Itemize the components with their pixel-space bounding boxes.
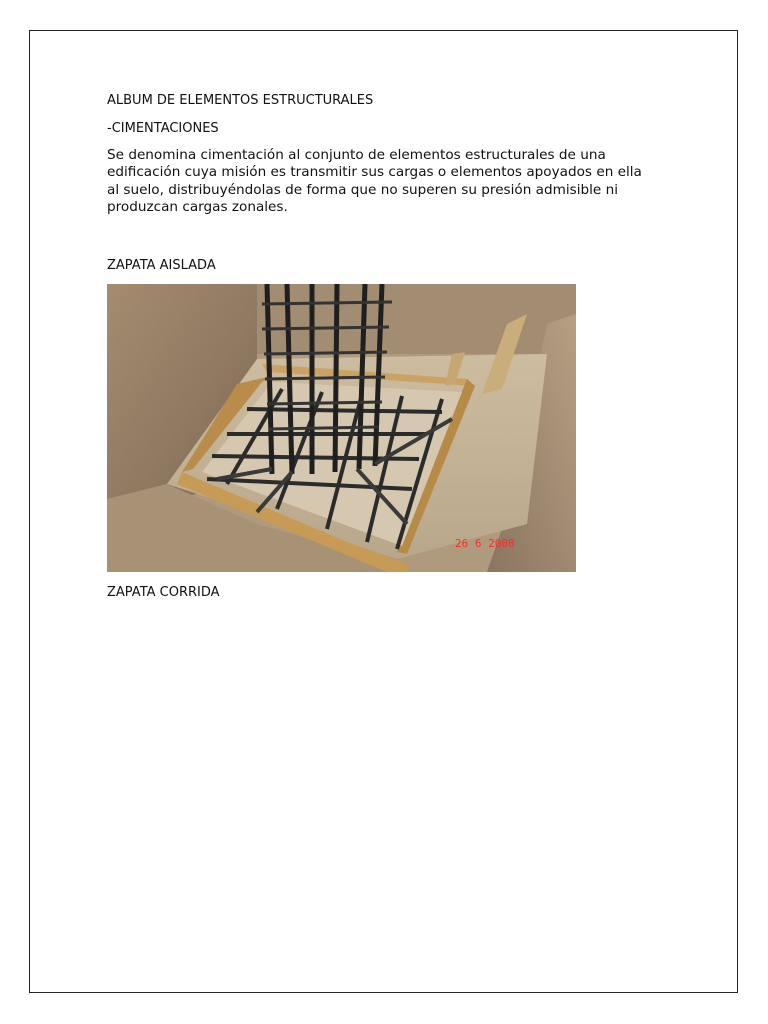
section-heading: -CIMENTACIONES xyxy=(107,121,219,136)
body-paragraph: Se denomina cimentación al conjunto de elementos estructurales de una edificación cuya misión es transmitir sus cargas o elementos apoyados en ella al suelo, distribuyéndolas de forma que no superen su presión admisible ni produzcan cargas zonales. xyxy=(107,147,642,216)
photo-date-stamp: 26 6 2008 xyxy=(455,537,515,550)
document-title: ALBUM DE ELEMENTOS ESTRUCTURALES xyxy=(107,93,374,108)
heading-zapata-aislada: ZAPATA AISLADA xyxy=(107,258,216,273)
photo-illustration xyxy=(107,284,576,572)
heading-zapata-corrida: ZAPATA CORRIDA xyxy=(107,585,220,600)
zapata-aislada-photo xyxy=(107,284,576,572)
